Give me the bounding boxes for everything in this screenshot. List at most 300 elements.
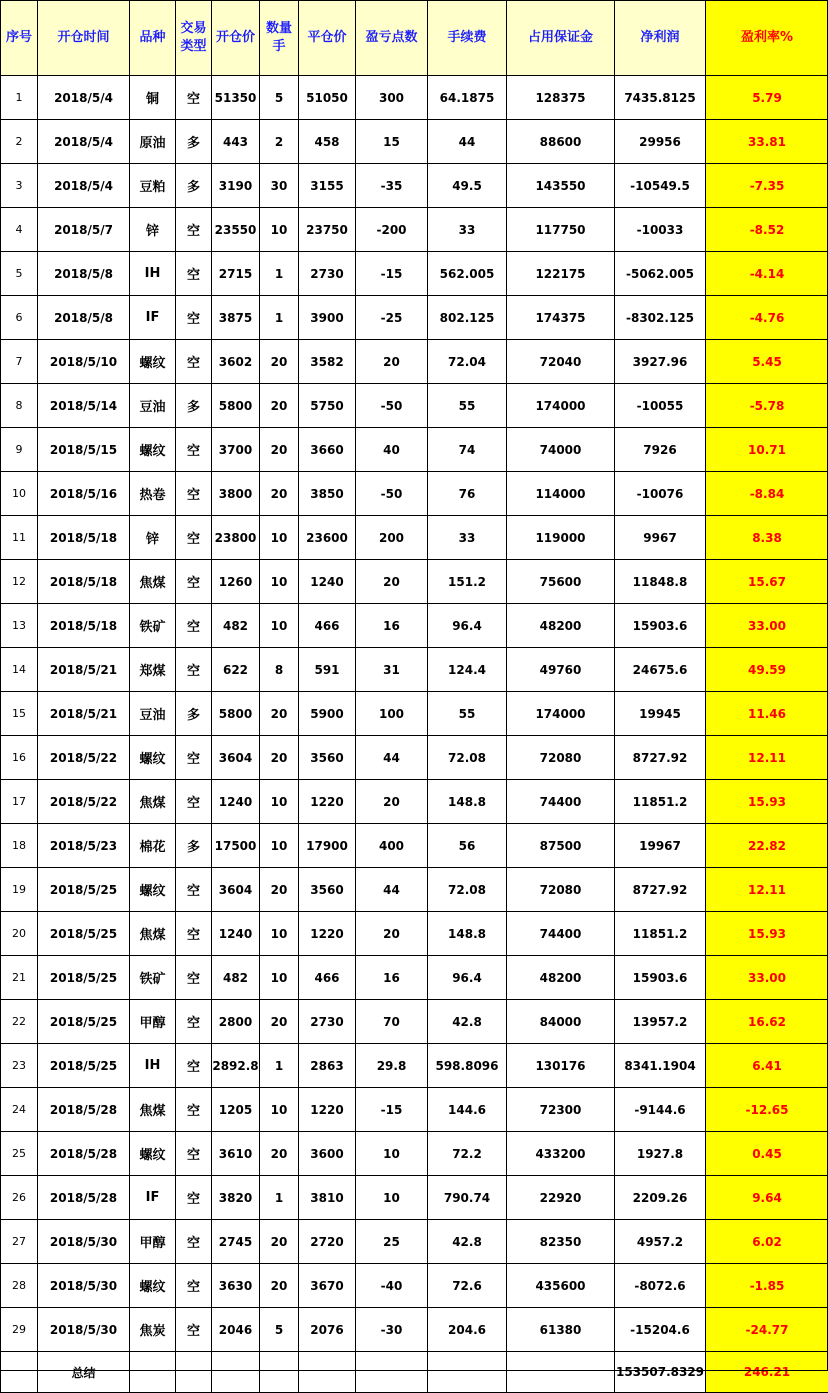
cell-seq[interactable]: 20 — [1, 912, 38, 956]
cell-fee[interactable]: 33 — [428, 208, 507, 252]
summary-label[interactable]: 总结 — [38, 1352, 130, 1393]
cell-net-profit[interactable]: -10055 — [615, 384, 706, 428]
cell-close-price[interactable]: 2730 — [299, 252, 356, 296]
cell-product[interactable]: 螺纹 — [130, 868, 176, 912]
cell-profit-rate[interactable]: -12.65 — [706, 1088, 828, 1132]
cell-profit-rate[interactable]: 6.41 — [706, 1044, 828, 1088]
cell-net-profit[interactable]: -15204.6 — [615, 1308, 706, 1352]
summary-empty-cell[interactable] — [260, 1352, 299, 1393]
cell-points[interactable]: 44 — [356, 736, 428, 780]
cell-product[interactable]: 焦煤 — [130, 1088, 176, 1132]
cell-open-price[interactable]: 2800 — [212, 1000, 260, 1044]
cell-lots[interactable]: 20 — [260, 428, 299, 472]
cell-points[interactable]: 70 — [356, 1000, 428, 1044]
cell-points[interactable]: 200 — [356, 516, 428, 560]
cell-fee[interactable]: 33 — [428, 516, 507, 560]
cell-points[interactable]: -50 — [356, 472, 428, 516]
cell-seq[interactable]: 19 — [1, 868, 38, 912]
cell-profit-rate[interactable]: 33.81 — [706, 120, 828, 164]
cell-open-date[interactable]: 2018/5/4 — [38, 76, 130, 120]
summary-empty-cell[interactable] — [428, 1352, 507, 1393]
cell-net-profit[interactable]: -8302.125 — [615, 296, 706, 340]
cell-open-price[interactable]: 622 — [212, 648, 260, 692]
cell-close-price[interactable]: 23750 — [299, 208, 356, 252]
header-points[interactable]: 盈亏点数 — [356, 1, 428, 76]
cell-open-date[interactable]: 2018/5/21 — [38, 692, 130, 736]
cell-lots[interactable]: 10 — [260, 604, 299, 648]
cell-profit-rate[interactable]: 10.71 — [706, 428, 828, 472]
cell-profit-rate[interactable]: -24.77 — [706, 1308, 828, 1352]
cell-points[interactable]: -15 — [356, 252, 428, 296]
cell-product[interactable]: 焦炭 — [130, 1308, 176, 1352]
cell-lots[interactable]: 10 — [260, 208, 299, 252]
cell-open-date[interactable]: 2018/5/23 — [38, 824, 130, 868]
cell-lots[interactable]: 20 — [260, 692, 299, 736]
cell-seq[interactable]: 27 — [1, 1220, 38, 1264]
cell-margin[interactable]: 143550 — [507, 164, 615, 208]
cell-points[interactable]: 300 — [356, 76, 428, 120]
cell-lots[interactable]: 10 — [260, 780, 299, 824]
summary-empty-cell[interactable] — [299, 1352, 356, 1393]
cell-fee[interactable]: 49.5 — [428, 164, 507, 208]
cell-points[interactable]: -40 — [356, 1264, 428, 1308]
cell-seq[interactable]: 17 — [1, 780, 38, 824]
cell-trade-type[interactable]: 空 — [176, 1088, 212, 1132]
cell-points[interactable]: -50 — [356, 384, 428, 428]
cell-trade-type[interactable]: 空 — [176, 780, 212, 824]
cell-open-date[interactable]: 2018/5/4 — [38, 164, 130, 208]
cell-close-price[interactable]: 3560 — [299, 736, 356, 780]
cell-lots[interactable]: 5 — [260, 76, 299, 120]
summary-empty-cell[interactable] — [356, 1352, 428, 1393]
cell-trade-type[interactable]: 多 — [176, 120, 212, 164]
cell-open-price[interactable]: 3190 — [212, 164, 260, 208]
cell-open-price[interactable]: 3800 — [212, 472, 260, 516]
cell-fee[interactable]: 72.6 — [428, 1264, 507, 1308]
cell-net-profit[interactable]: 7926 — [615, 428, 706, 472]
cell-margin[interactable]: 174000 — [507, 384, 615, 428]
cell-open-price[interactable]: 1205 — [212, 1088, 260, 1132]
cell-open-date[interactable]: 2018/5/4 — [38, 120, 130, 164]
cell-open-price[interactable]: 3630 — [212, 1264, 260, 1308]
cell-net-profit[interactable]: 13957.2 — [615, 1000, 706, 1044]
cell-open-price[interactable]: 3610 — [212, 1132, 260, 1176]
header-margin[interactable]: 占用保证金 — [507, 1, 615, 76]
cell-seq[interactable]: 7 — [1, 340, 38, 384]
cell-seq[interactable]: 21 — [1, 956, 38, 1000]
cell-product[interactable]: 热卷 — [130, 472, 176, 516]
cell-net-profit[interactable]: 19967 — [615, 824, 706, 868]
cell-net-profit[interactable]: -9144.6 — [615, 1088, 706, 1132]
cell-seq[interactable]: 3 — [1, 164, 38, 208]
cell-points[interactable]: -35 — [356, 164, 428, 208]
cell-profit-rate[interactable]: 8.38 — [706, 516, 828, 560]
cell-seq[interactable]: 14 — [1, 648, 38, 692]
cell-profit-rate[interactable]: -4.76 — [706, 296, 828, 340]
cell-fee[interactable]: 56 — [428, 824, 507, 868]
cell-open-price[interactable]: 17500 — [212, 824, 260, 868]
cell-seq[interactable]: 2 — [1, 120, 38, 164]
cell-profit-rate[interactable]: 9.64 — [706, 1176, 828, 1220]
cell-points[interactable]: 10 — [356, 1132, 428, 1176]
cell-lots[interactable]: 30 — [260, 164, 299, 208]
cell-open-date[interactable]: 2018/5/16 — [38, 472, 130, 516]
cell-net-profit[interactable]: 15903.6 — [615, 604, 706, 648]
cell-product[interactable]: 甲醇 — [130, 1000, 176, 1044]
cell-net-profit[interactable]: 8727.92 — [615, 736, 706, 780]
cell-margin[interactable]: 72080 — [507, 736, 615, 780]
cell-close-price[interactable]: 3810 — [299, 1176, 356, 1220]
cell-open-date[interactable]: 2018/5/30 — [38, 1264, 130, 1308]
cell-net-profit[interactable]: -5062.005 — [615, 252, 706, 296]
cell-open-date[interactable]: 2018/5/30 — [38, 1220, 130, 1264]
cell-open-date[interactable]: 2018/5/30 — [38, 1308, 130, 1352]
cell-trade-type[interactable]: 空 — [176, 1044, 212, 1088]
cell-seq[interactable]: 6 — [1, 296, 38, 340]
cell-profit-rate[interactable]: 33.00 — [706, 956, 828, 1000]
cell-lots[interactable]: 10 — [260, 560, 299, 604]
cell-lots[interactable]: 1 — [260, 1044, 299, 1088]
cell-points[interactable]: 15 — [356, 120, 428, 164]
cell-trade-type[interactable]: 空 — [176, 648, 212, 692]
cell-seq[interactable]: 15 — [1, 692, 38, 736]
cell-margin[interactable]: 74400 — [507, 780, 615, 824]
cell-product[interactable]: 焦煤 — [130, 780, 176, 824]
cell-open-date[interactable]: 2018/5/18 — [38, 560, 130, 604]
cell-product[interactable]: 焦煤 — [130, 912, 176, 956]
cell-open-price[interactable]: 23800 — [212, 516, 260, 560]
cell-open-price[interactable]: 3875 — [212, 296, 260, 340]
cell-fee[interactable]: 148.8 — [428, 780, 507, 824]
cell-open-date[interactable]: 2018/5/25 — [38, 868, 130, 912]
cell-margin[interactable]: 114000 — [507, 472, 615, 516]
cell-profit-rate[interactable]: 33.00 — [706, 604, 828, 648]
cell-profit-rate[interactable]: 12.11 — [706, 736, 828, 780]
cell-trade-type[interactable]: 空 — [176, 1264, 212, 1308]
cell-margin[interactable]: 48200 — [507, 604, 615, 648]
cell-seq[interactable]: 28 — [1, 1264, 38, 1308]
cell-trade-type[interactable]: 空 — [176, 1308, 212, 1352]
cell-lots[interactable]: 10 — [260, 1088, 299, 1132]
cell-margin[interactable]: 122175 — [507, 252, 615, 296]
cell-lots[interactable]: 10 — [260, 824, 299, 868]
cell-close-price[interactable]: 3850 — [299, 472, 356, 516]
cell-trade-type[interactable]: 空 — [176, 472, 212, 516]
cell-margin[interactable]: 128375 — [507, 76, 615, 120]
cell-margin[interactable]: 435600 — [507, 1264, 615, 1308]
cell-fee[interactable]: 72.08 — [428, 736, 507, 780]
cell-trade-type[interactable]: 空 — [176, 956, 212, 1000]
cell-trade-type[interactable]: 空 — [176, 76, 212, 120]
cell-margin[interactable]: 87500 — [507, 824, 615, 868]
cell-profit-rate[interactable]: 0.45 — [706, 1132, 828, 1176]
cell-fee[interactable]: 790.74 — [428, 1176, 507, 1220]
cell-profit-rate[interactable]: -8.84 — [706, 472, 828, 516]
cell-points[interactable]: -30 — [356, 1308, 428, 1352]
cell-profit-rate[interactable]: 6.02 — [706, 1220, 828, 1264]
cell-fee[interactable]: 72.2 — [428, 1132, 507, 1176]
cell-trade-type[interactable]: 空 — [176, 1000, 212, 1044]
cell-net-profit[interactable]: 29956 — [615, 120, 706, 164]
cell-profit-rate[interactable]: 5.45 — [706, 340, 828, 384]
cell-product[interactable]: 棉花 — [130, 824, 176, 868]
cell-open-price[interactable]: 2745 — [212, 1220, 260, 1264]
header-close-price[interactable]: 平仓价 — [299, 1, 356, 76]
cell-close-price[interactable]: 466 — [299, 604, 356, 648]
cell-product[interactable]: IF — [130, 1176, 176, 1220]
cell-points[interactable]: 25 — [356, 1220, 428, 1264]
cell-product[interactable]: 铜 — [130, 76, 176, 120]
cell-product[interactable]: 锌 — [130, 516, 176, 560]
cell-net-profit[interactable]: 11851.2 — [615, 912, 706, 956]
cell-fee[interactable]: 55 — [428, 692, 507, 736]
cell-fee[interactable]: 76 — [428, 472, 507, 516]
cell-net-profit[interactable]: 3927.96 — [615, 340, 706, 384]
summary-empty-cell[interactable] — [130, 1352, 176, 1393]
cell-product[interactable]: 豆油 — [130, 384, 176, 428]
cell-profit-rate[interactable]: 5.79 — [706, 76, 828, 120]
cell-lots[interactable]: 1 — [260, 296, 299, 340]
header-fee[interactable]: 手续费 — [428, 1, 507, 76]
cell-points[interactable]: -200 — [356, 208, 428, 252]
cell-net-profit[interactable]: 19945 — [615, 692, 706, 736]
cell-net-profit[interactable]: 2209.26 — [615, 1176, 706, 1220]
cell-close-price[interactable]: 1220 — [299, 912, 356, 956]
cell-net-profit[interactable]: 11848.8 — [615, 560, 706, 604]
cell-seq[interactable]: 9 — [1, 428, 38, 472]
cell-seq[interactable]: 4 — [1, 208, 38, 252]
cell-product[interactable]: 螺纹 — [130, 1132, 176, 1176]
cell-product[interactable]: IF — [130, 296, 176, 340]
cell-fee[interactable]: 74 — [428, 428, 507, 472]
cell-seq[interactable]: 16 — [1, 736, 38, 780]
cell-points[interactable]: 16 — [356, 604, 428, 648]
cell-open-price[interactable]: 443 — [212, 120, 260, 164]
cell-trade-type[interactable]: 空 — [176, 252, 212, 296]
cell-points[interactable]: -15 — [356, 1088, 428, 1132]
cell-fee[interactable]: 42.8 — [428, 1000, 507, 1044]
cell-seq[interactable]: 11 — [1, 516, 38, 560]
cell-profit-rate[interactable]: -4.14 — [706, 252, 828, 296]
summary-net-total[interactable]: 153507.8329 — [615, 1352, 706, 1393]
cell-product[interactable]: 甲醇 — [130, 1220, 176, 1264]
cell-close-price[interactable]: 458 — [299, 120, 356, 164]
cell-product[interactable]: 螺纹 — [130, 1264, 176, 1308]
cell-product[interactable]: 铁矿 — [130, 604, 176, 648]
cell-profit-rate[interactable]: 15.67 — [706, 560, 828, 604]
cell-trade-type[interactable]: 多 — [176, 824, 212, 868]
cell-open-price[interactable]: 3820 — [212, 1176, 260, 1220]
cell-close-price[interactable]: 466 — [299, 956, 356, 1000]
cell-net-profit[interactable]: 8341.1904 — [615, 1044, 706, 1088]
cell-seq[interactable]: 22 — [1, 1000, 38, 1044]
cell-open-date[interactable]: 2018/5/18 — [38, 516, 130, 560]
cell-close-price[interactable]: 3670 — [299, 1264, 356, 1308]
cell-open-price[interactable]: 2046 — [212, 1308, 260, 1352]
summary-empty-cell[interactable] — [212, 1352, 260, 1393]
cell-trade-type[interactable]: 多 — [176, 384, 212, 428]
cell-product[interactable]: IH — [130, 1044, 176, 1088]
cell-points[interactable]: 31 — [356, 648, 428, 692]
summary-empty-cell[interactable] — [176, 1352, 212, 1393]
cell-open-price[interactable]: 5800 — [212, 384, 260, 428]
header-net-profit[interactable]: 净利润 — [615, 1, 706, 76]
cell-product[interactable]: 螺纹 — [130, 736, 176, 780]
cell-profit-rate[interactable]: 15.93 — [706, 912, 828, 956]
cell-open-price[interactable]: 1240 — [212, 780, 260, 824]
cell-margin[interactable]: 72080 — [507, 868, 615, 912]
cell-trade-type[interactable]: 空 — [176, 604, 212, 648]
cell-close-price[interactable]: 3582 — [299, 340, 356, 384]
cell-margin[interactable]: 84000 — [507, 1000, 615, 1044]
cell-profit-rate[interactable]: -5.78 — [706, 384, 828, 428]
cell-margin[interactable]: 433200 — [507, 1132, 615, 1176]
summary-seq-cell[interactable] — [1, 1352, 38, 1393]
cell-close-price[interactable]: 2720 — [299, 1220, 356, 1264]
cell-points[interactable]: 20 — [356, 340, 428, 384]
cell-open-price[interactable]: 51350 — [212, 76, 260, 120]
cell-lots[interactable]: 2 — [260, 120, 299, 164]
cell-lots[interactable]: 20 — [260, 1132, 299, 1176]
cell-seq[interactable]: 18 — [1, 824, 38, 868]
cell-fee[interactable]: 42.8 — [428, 1220, 507, 1264]
cell-margin[interactable]: 72040 — [507, 340, 615, 384]
cell-seq[interactable]: 12 — [1, 560, 38, 604]
cell-close-price[interactable]: 3660 — [299, 428, 356, 472]
header-seq[interactable]: 序号 — [1, 1, 38, 76]
cell-trade-type[interactable]: 空 — [176, 428, 212, 472]
cell-close-price[interactable]: 3155 — [299, 164, 356, 208]
cell-fee[interactable]: 124.4 — [428, 648, 507, 692]
cell-fee[interactable]: 72.08 — [428, 868, 507, 912]
cell-profit-rate[interactable]: -7.35 — [706, 164, 828, 208]
cell-open-price[interactable]: 3604 — [212, 868, 260, 912]
cell-net-profit[interactable]: 9967 — [615, 516, 706, 560]
cell-close-price[interactable]: 51050 — [299, 76, 356, 120]
cell-net-profit[interactable]: 1927.8 — [615, 1132, 706, 1176]
cell-points[interactable]: 20 — [356, 780, 428, 824]
cell-trade-type[interactable]: 空 — [176, 296, 212, 340]
cell-profit-rate[interactable]: -8.52 — [706, 208, 828, 252]
header-open-price[interactable]: 开仓价 — [212, 1, 260, 76]
cell-seq[interactable]: 23 — [1, 1044, 38, 1088]
cell-seq[interactable]: 24 — [1, 1088, 38, 1132]
cell-net-profit[interactable]: -10076 — [615, 472, 706, 516]
cell-close-price[interactable]: 591 — [299, 648, 356, 692]
cell-open-date[interactable]: 2018/5/8 — [38, 296, 130, 340]
cell-open-price[interactable]: 23550 — [212, 208, 260, 252]
cell-seq[interactable]: 8 — [1, 384, 38, 428]
cell-product[interactable]: 螺纹 — [130, 340, 176, 384]
cell-points[interactable]: 29.8 — [356, 1044, 428, 1088]
cell-seq[interactable]: 10 — [1, 472, 38, 516]
cell-close-price[interactable]: 1240 — [299, 560, 356, 604]
summary-rate-total[interactable]: 246.21 — [706, 1352, 828, 1393]
cell-open-date[interactable]: 2018/5/28 — [38, 1088, 130, 1132]
cell-close-price[interactable]: 23600 — [299, 516, 356, 560]
cell-open-date[interactable]: 2018/5/21 — [38, 648, 130, 692]
cell-profit-rate[interactable]: -1.85 — [706, 1264, 828, 1308]
cell-net-profit[interactable]: 11851.2 — [615, 780, 706, 824]
cell-fee[interactable]: 72.04 — [428, 340, 507, 384]
cell-net-profit[interactable]: 4957.2 — [615, 1220, 706, 1264]
cell-profit-rate[interactable]: 49.59 — [706, 648, 828, 692]
cell-open-date[interactable]: 2018/5/28 — [38, 1176, 130, 1220]
cell-net-profit[interactable]: -10033 — [615, 208, 706, 252]
header-profit-rate[interactable]: 盈利率% — [706, 1, 828, 76]
cell-seq[interactable]: 29 — [1, 1308, 38, 1352]
cell-lots[interactable]: 10 — [260, 516, 299, 560]
cell-points[interactable]: 20 — [356, 912, 428, 956]
cell-lots[interactable]: 8 — [260, 648, 299, 692]
cell-margin[interactable]: 130176 — [507, 1044, 615, 1088]
cell-close-price[interactable]: 1220 — [299, 780, 356, 824]
cell-margin[interactable]: 74000 — [507, 428, 615, 472]
cell-product[interactable]: 铁矿 — [130, 956, 176, 1000]
cell-open-price[interactable]: 482 — [212, 956, 260, 1000]
cell-trade-type[interactable]: 多 — [176, 692, 212, 736]
cell-close-price[interactable]: 2863 — [299, 1044, 356, 1088]
cell-close-price[interactable]: 3600 — [299, 1132, 356, 1176]
cell-fee[interactable]: 204.6 — [428, 1308, 507, 1352]
cell-trade-type[interactable]: 空 — [176, 1132, 212, 1176]
cell-product[interactable]: 原油 — [130, 120, 176, 164]
cell-close-price[interactable]: 5750 — [299, 384, 356, 428]
cell-fee[interactable]: 562.005 — [428, 252, 507, 296]
cell-margin[interactable]: 174000 — [507, 692, 615, 736]
cell-open-date[interactable]: 2018/5/10 — [38, 340, 130, 384]
cell-open-date[interactable]: 2018/5/15 — [38, 428, 130, 472]
cell-margin[interactable]: 49760 — [507, 648, 615, 692]
cell-fee[interactable]: 598.8096 — [428, 1044, 507, 1088]
cell-open-date[interactable]: 2018/5/8 — [38, 252, 130, 296]
cell-net-profit[interactable]: 15903.6 — [615, 956, 706, 1000]
cell-open-date[interactable]: 2018/5/25 — [38, 1000, 130, 1044]
cell-open-price[interactable]: 3604 — [212, 736, 260, 780]
cell-seq[interactable]: 13 — [1, 604, 38, 648]
cell-open-date[interactable]: 2018/5/25 — [38, 912, 130, 956]
cell-open-price[interactable]: 482 — [212, 604, 260, 648]
cell-points[interactable]: 16 — [356, 956, 428, 1000]
header-lots[interactable]: 数量手 — [260, 1, 299, 76]
cell-close-price[interactable]: 5900 — [299, 692, 356, 736]
cell-trade-type[interactable]: 空 — [176, 1176, 212, 1220]
cell-close-price[interactable]: 3900 — [299, 296, 356, 340]
cell-lots[interactable]: 20 — [260, 1220, 299, 1264]
cell-lots[interactable]: 20 — [260, 384, 299, 428]
cell-margin[interactable]: 174375 — [507, 296, 615, 340]
cell-points[interactable]: 40 — [356, 428, 428, 472]
cell-profit-rate[interactable]: 15.93 — [706, 780, 828, 824]
cell-trade-type[interactable]: 空 — [176, 560, 212, 604]
cell-net-profit[interactable]: -8072.6 — [615, 1264, 706, 1308]
cell-net-profit[interactable]: 7435.8125 — [615, 76, 706, 120]
cell-seq[interactable]: 25 — [1, 1132, 38, 1176]
cell-lots[interactable]: 1 — [260, 1176, 299, 1220]
cell-lots[interactable]: 10 — [260, 912, 299, 956]
cell-open-date[interactable]: 2018/5/22 — [38, 780, 130, 824]
cell-fee[interactable]: 144.6 — [428, 1088, 507, 1132]
cell-product[interactable]: IH — [130, 252, 176, 296]
cell-open-date[interactable]: 2018/5/22 — [38, 736, 130, 780]
cell-points[interactable]: 100 — [356, 692, 428, 736]
cell-profit-rate[interactable]: 11.46 — [706, 692, 828, 736]
cell-points[interactable]: 10 — [356, 1176, 428, 1220]
cell-open-price[interactable]: 1240 — [212, 912, 260, 956]
cell-trade-type[interactable]: 空 — [176, 736, 212, 780]
cell-fee[interactable]: 96.4 — [428, 956, 507, 1000]
cell-points[interactable]: 400 — [356, 824, 428, 868]
